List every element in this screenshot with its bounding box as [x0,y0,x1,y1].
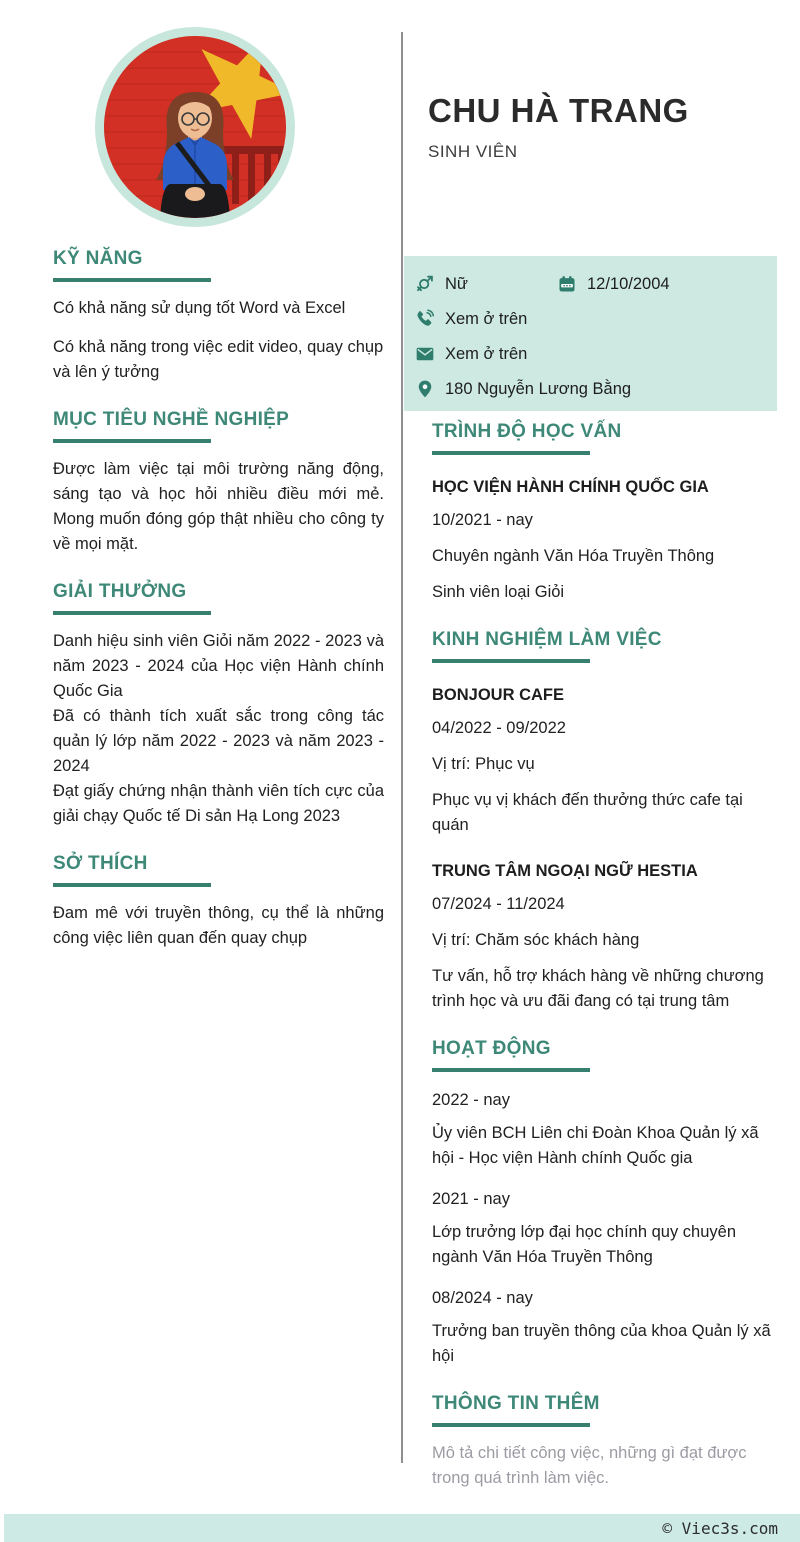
heading-underline [432,1423,590,1427]
more-info-placeholder: Mô tả chi tiết công việc, những gì đạt được trong quá trình làm việc. [432,1444,747,1487]
section-experience [432,628,784,1014]
calendar-icon [556,273,578,295]
contact-email: Xem ở trên [414,343,527,365]
objective-text: Được làm việc tại môi trường năng động, sáng tạo và học hỏi nhiều điều mới mẻ. Mong muốn đóng góp thật nhiều cho công ty về mọi mặt. [53,460,384,553]
experience-heading: KINH NGHIỆM LÀM VIỆC [432,629,662,650]
education-grade: Sinh viên loại Giỏi [432,583,565,601]
experience-desc: Phục vụ vị khách đến thưởng thức cafe tại quán [432,791,743,834]
candidate-name: CHU HÀ TRANG [428,92,689,129]
education-major: Chuyên ngành Văn Hóa Truyền Thông [432,547,715,565]
section-activities [432,1037,784,1369]
email-icon [414,343,436,365]
column-divider [401,32,403,1463]
contact-address: 180 Nguyễn Lương Bằng [414,378,631,400]
skill-item: Có khả năng trong việc edit video, quay chụp và lên ý tưởng [53,338,384,381]
contact-gender: Nữ [414,273,556,295]
contact-phone: Xem ở trên [414,308,527,330]
awards-heading: GIẢI THƯỞNG [53,581,187,602]
activity-entry [432,1289,784,1369]
award-item: Đạt giấy chứng nhận thành viên tích cực của giải chạy Quốc tế Di sản Hạ Long 2023 [53,782,384,825]
footer-bar [4,1514,800,1542]
award-item: Danh hiệu sinh viên Giỏi năm 2022 - 2023 và năm 2023 - 2024 của Học viện Hành chính Quốc Gia [53,632,384,700]
experience-entry [432,862,784,1014]
location-pin-icon [414,378,436,400]
heading-underline [432,659,590,663]
skill-item: Có khả năng sử dụng tốt Word và Excel [53,299,346,317]
education-entry [432,478,784,605]
phone-icon [414,308,436,330]
education-period: 10/2021 - nay [432,511,533,529]
heading-underline [53,278,211,282]
heading-underline [432,1068,590,1072]
more-info-heading: THÔNG TIN THÊM [432,1393,600,1414]
education-org: HỌC VIỆN HÀNH CHÍNH QUỐC GIA [432,478,709,496]
header [428,92,689,162]
experience-position: Vị trí: Phục vụ [432,755,535,773]
footer-copyright: © Viec3s.com [662,1518,778,1538]
experience-entry [432,686,784,838]
skills-heading: KỸ NĂNG [53,248,143,269]
heading-underline [53,611,211,615]
portrait-illustration [104,36,286,218]
section-awards [53,580,384,829]
contact-box [404,256,777,411]
activity-period: 2022 - nay [432,1091,510,1109]
right-column [432,420,784,1514]
section-more-info [432,1392,784,1491]
gender-icon [414,273,436,295]
hobbies-text: Đam mê với truyền thông, cụ thể là những công việc liên quan đến quay chụp [53,904,384,947]
section-objective [53,408,384,557]
hobbies-heading: SỞ THÍCH [53,853,148,874]
experience-position: Vị trí: Chăm sóc khách hàng [432,931,640,949]
activity-period: 08/2024 - nay [432,1289,533,1307]
objective-heading: MỤC TIÊU NGHỀ NGHIỆP [53,409,290,430]
education-heading: TRÌNH ĐỘ HỌC VẤN [432,421,622,442]
activity-entry [432,1190,784,1270]
left-column [53,247,384,974]
section-education [432,420,784,605]
heading-underline [53,883,211,887]
experience-desc: Tư vấn, hỗ trợ khách hàng về những chương trình học và ưu đãi đang có tại trung tâm [432,967,764,1010]
activity-desc: Trưởng ban truyền thông của khoa Quản lý xã hội [432,1322,771,1365]
activity-entry [432,1091,784,1171]
experience-org: BONJOUR CAFE [432,686,565,704]
activity-desc: Lớp trưởng lớp đại học chính quy chuyên ngành Văn Hóa Truyền Thông [432,1223,737,1266]
heading-underline [432,451,590,455]
heading-underline [53,439,211,443]
section-hobbies [53,852,384,951]
experience-period: 04/2022 - 09/2022 [432,719,566,737]
activities-heading: HOẠT ĐỘNG [432,1038,551,1059]
activity-period: 2021 - nay [432,1190,510,1208]
contact-dob: 12/10/2004 [556,273,670,295]
section-skills [53,247,384,385]
award-item: Đã có thành tích xuất sắc trong công tác quản lý lớp năm 2022 - 2023 và năm 2023 - 2024 [53,707,384,775]
profile-photo [95,27,295,227]
experience-period: 07/2024 - 11/2024 [432,895,565,913]
activity-desc: Ủy viên BCH Liên chi Đoàn Khoa Quản lý xã hội - Học viện Hành chính Quốc gia [432,1124,759,1167]
experience-org: TRUNG TÂM NGOẠI NGỮ HESTIA [432,862,698,880]
candidate-title: SINH VIÊN [428,142,518,161]
